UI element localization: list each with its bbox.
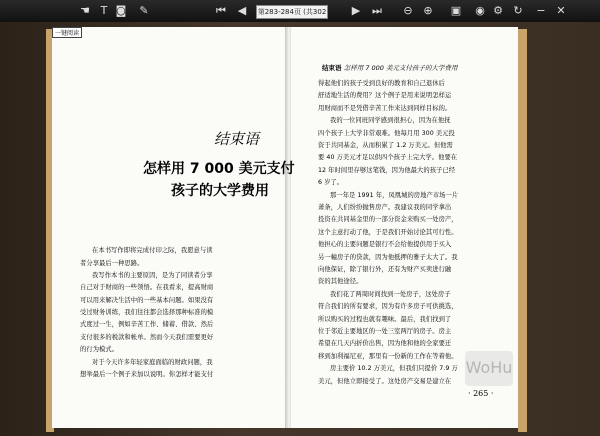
page-number: · 265 ·	[468, 389, 494, 398]
pen-icon[interactable]: ✎	[139, 4, 149, 17]
left-paragraph-line: 我写作本书的主要原因，是为了同读者分享	[92, 272, 213, 279]
chapter-title-line-2: 孩子的大学费用	[171, 183, 269, 199]
right-paragraph-line: 希望在几天内折价出售，因为他和他的全家要迁	[318, 340, 452, 347]
minimize-icon[interactable]: −	[536, 4, 546, 17]
chapter-title-line-1: 怎样用 7 000 美元支付	[143, 161, 295, 177]
left-paragraph-line: 自己对于财商的一些领悟。在我看来，提高财商	[80, 284, 214, 291]
refresh-icon[interactable]: ↻	[513, 4, 523, 17]
settings-icon[interactable]: ⚙	[493, 4, 503, 17]
left-paragraph-line: 对于今天许多年轻家庭面临的财政问题，我	[92, 359, 213, 366]
right-paragraph-line: 资于共同基金，从而积累了 1.2 万美元。但他需	[318, 142, 453, 149]
last-page-icon[interactable]: ⏭	[372, 4, 382, 17]
fit-page-icon[interactable]: ▣	[450, 4, 462, 17]
bookmark-label[interactable]: 一键阅读	[52, 27, 82, 38]
running-head-title: 怎样用 7 000 美元支付孩子的大学费用	[343, 64, 458, 72]
running-head	[322, 63, 458, 72]
right-paragraph-line: 符合我们的所有要求，因为有许多房子可供挑选，	[318, 303, 458, 310]
right-paragraph-line: 他担心的主要问题是银行不会给他提供用于买入	[318, 241, 452, 248]
watermark: WoHu	[465, 351, 513, 386]
right-paragraph-line: 12 年时间里存够这笔钱，因为他最大的孩子已经	[318, 167, 456, 174]
right-paragraph-line: 这个主意打动了他，于是我们开始讨论其可行性。	[318, 229, 458, 236]
right-paragraph-line: 投资在共同基金里的一部分资金来购买一处房产，	[318, 216, 458, 223]
page-indicator[interactable]: 第283-284页 (共302	[256, 5, 328, 19]
right-paragraph-line: 房主要价 10.2 万美元，但我们只提价 7.9 万	[330, 365, 458, 372]
right-paragraph-line: 得起他们的孩子受到良好的教育和自己退休后	[318, 80, 445, 87]
right-paragraph-line: 我们花了两周时间找到一处房子，这处房子	[330, 291, 451, 298]
right-paragraph-line: 美元，但他立即接受了。这处房产交易是建立在	[318, 378, 452, 385]
right-paragraph-line: 我的一位同班同学感到很担心，因为在他抚	[330, 117, 451, 124]
right-paragraph-line: 另一幢房子的贷款，因为他抵押的雅子太大了。我	[318, 254, 458, 261]
left-paragraph-line: 可以用来解决生活中的一些基本问题。如果没有	[80, 297, 214, 304]
previous-page-icon[interactable]: ◀	[237, 4, 247, 17]
camera-icon[interactable]: ◙	[115, 4, 127, 17]
right-paragraph-line: 6 岁了。	[318, 179, 344, 186]
right-paragraph-line: 用财商而不是凭借辛苦工作来达到同样目标的。	[318, 105, 452, 112]
chapter-heading: 结束语	[214, 130, 260, 148]
left-paragraph-line: 者分享最后一种思路。	[80, 260, 144, 267]
right-paragraph-line: 四个孩子上大学非常艰难。他每月用 300 美元投	[318, 130, 455, 137]
right-paragraph-line: 向他保证，除了银行外，还有为财产买卖进行融	[318, 266, 452, 273]
right-paragraph-line: 资的其他途径。	[318, 278, 363, 285]
right-paragraph-line: 要 40 万美元才足以供四个孩子上完大学。他要在	[318, 154, 458, 161]
close-icon[interactable]: ✕	[556, 4, 566, 17]
zoom-out-icon[interactable]: ⊖	[403, 4, 413, 17]
right-paragraph-line: 萧条，人们纷纷抛售房产。我建议我的同学拿出	[318, 204, 452, 211]
right-page-edge	[518, 29, 527, 432]
left-paragraph-line: 支付很多的税款和帐单。然而今天我们需要更好	[80, 334, 214, 341]
right-paragraph-line: 位于邻近主要地区的一处三室两厅的房子。房主	[318, 328, 452, 335]
right-paragraph-line: 所以购买的过程也就有趣味。最后，我们找到了	[318, 316, 452, 323]
left-paragraph-line: 想举最后一个例子来加以说明。你怎样才能支付	[80, 371, 214, 378]
hand-tool-icon[interactable]: ☚	[80, 4, 90, 17]
right-paragraph-line: 舒适地生活的费用？这个例子是用来说明怎样运	[318, 92, 452, 99]
view-icon[interactable]: ◉	[475, 4, 485, 17]
zoom-in-icon[interactable]: ⊕	[423, 4, 433, 17]
next-page-icon[interactable]: ▶	[351, 4, 361, 17]
right-paragraph-line: 移到加利福尼亚，那里有一份新的工作在等着他。	[318, 353, 458, 360]
left-paragraph-line: 式度过一生，例如辛苦工作、储蓄、借款、然后	[80, 321, 214, 328]
right-paragraph-line: 那一年是 1991 年，凤凰城的房地产市场一片	[330, 192, 459, 199]
running-head-chapter: 结束语	[322, 64, 342, 72]
text-tool-icon[interactable]: T	[100, 4, 108, 17]
left-paragraph-line: 的行为模式。	[80, 346, 119, 353]
left-paragraph-line: 受过财务训练，我们往往都会选择那种标准的模	[80, 309, 214, 316]
left-paragraph-line: 在本书写作即将完成付印之际，我愿意与读	[92, 247, 213, 254]
first-page-icon[interactable]: ⏮	[216, 4, 226, 17]
reader-toolbar	[0, 0, 600, 22]
